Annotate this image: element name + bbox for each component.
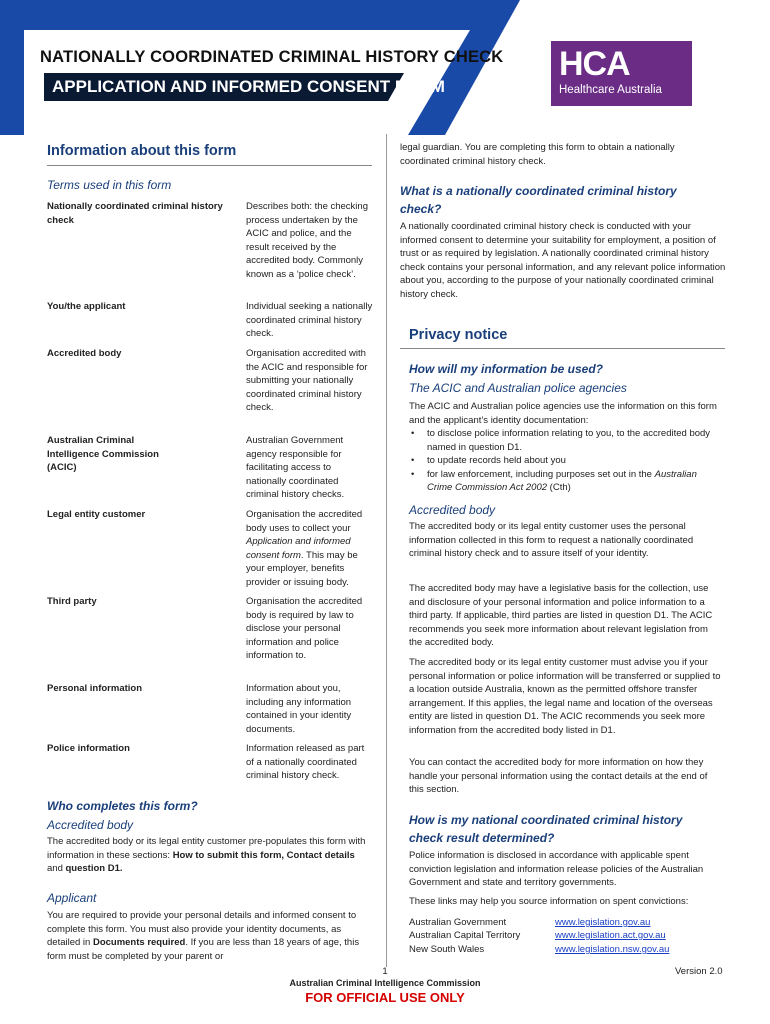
source-row-act [409, 929, 666, 943]
source-link-act[interactable]: www.legislation.act.gov.au [555, 930, 666, 941]
page-number: 1 [382, 966, 388, 977]
desc-legal-entity-italic: Application and informed consent form [246, 536, 351, 561]
desc-third-party: Organisation the accredited body is required by law to disclose your personal information and police information to. [246, 596, 363, 661]
applicant-bold: Documents required [92, 937, 186, 948]
source-link-nsw[interactable]: www.legislation.nsw.gov.au [555, 944, 670, 955]
source-jurisdiction: Australian Government [409, 917, 507, 928]
desc-personal-info: Information about you, including any information contained in your identity documents. [246, 683, 352, 735]
desc-legal-entity-a: Organisation the accredited body uses to collect your [246, 509, 363, 534]
desc-applicant: Individual seeking a nationally coordinated criminal history check. [246, 301, 373, 339]
term-personal-info: Personal information [47, 683, 143, 694]
source-link-cth[interactable]: www.legislation.gov.au [555, 917, 651, 928]
use-bullet-3-italic: Australian Crime Commission Act 2002 [427, 468, 697, 493]
logo-main-text: HCA [559, 45, 630, 83]
right-accredited-p2: The accredited body may have a legislative basis for the collection, use and disclosure of your personal information and police information to a third party. If applicable, third parties are listed in question D1. The ACIC recommends you seek more information about relevant legislation from the accredited body. [409, 583, 713, 648]
applicant-text-a: You are required to provide your personal details and informed consent to complete this form. You must also provide your identity documents, as detailed in [47, 910, 357, 948]
classification-label: FOR OFFICIAL USE ONLY [305, 990, 465, 1005]
use-bullets [409, 427, 719, 495]
terms-heading: Terms used in this form [47, 178, 172, 192]
applicant-heading: Applicant [47, 891, 97, 905]
right-accredited-p1: The accredited body or its legal entity customer uses the personal information collected in this form to request a nationally coordinated criminal history check and to assure itself of your identity. [409, 521, 694, 559]
term-accredited-body: Accredited body [47, 348, 122, 359]
acic-police-text: The ACIC and Australian police agencies use the information on this form and the applicant’s identity documentation: [409, 401, 717, 426]
version-label: Version 2.0 [675, 966, 723, 977]
right-accredited-p4: You can contact the accredited body for more information on how they handle your personal information using the contact details at the end of this section. [409, 757, 708, 795]
applicant-text [47, 909, 372, 963]
term-acic: Australian Criminal Intelligence Commission (ACIC) [47, 435, 159, 473]
left-accredited-text [47, 835, 372, 876]
left-accredited-heading: Accredited body [47, 818, 134, 832]
how-used-heading: How will my information be used? [409, 362, 604, 376]
use-bullet-3-a: for law enforcement, including purposes set out in the [427, 468, 655, 480]
privacy-notice-title: Privacy notice [409, 327, 508, 343]
desc-accredited-body: Organisation accredited with the ACIC and responsible for submitting your nationally coordinated criminal history check. [246, 348, 368, 413]
use-bullet-3-b: (Cth) [547, 482, 571, 493]
left-accredited-text-b: and [47, 863, 66, 874]
term-third-party: Third party [47, 596, 97, 607]
what-is-text: A nationally coordinated criminal history check is conducted with your informed consent to determine your suitability for employment, a position of trust or as required by legislation. A nationally coordinated criminal history check contains your personal information, and any relevant police information about you, according to the purpose of your nationally coordinated criminal history check. [400, 221, 726, 300]
left-accredited-bold1: How to submit this form, Contact details [172, 849, 355, 861]
left-accredited-bold2: question D1. [65, 863, 123, 874]
desc-police-info: Information released as part of a nationally coordinated criminal history check. [246, 743, 365, 781]
footer-org: Australian Criminal Intelligence Commission [289, 978, 481, 988]
right-accredited-p3: The accredited body or its legal entity customer must advise you if your personal information or police information will be transferred or supplied to a location outside Australia, known as the permitted offshore transfer arrangement. If this applies, the legal name and location of the overseas entity are listed in question D1. The ACIC recommends you seek more information from the accredited body listed in D1. [409, 657, 721, 736]
term-legal-entity: Legal entity customer [47, 509, 146, 520]
info-section-title: Information about this form [47, 143, 237, 159]
term-police-info: Police information [47, 743, 130, 754]
source-row-nsw [409, 943, 669, 957]
desc-ncchc: Describes both: the checking process undertaken by the ACIC and police, and the result received by the accredited body. Commonly known as a ‘police check’. [246, 201, 368, 280]
desc-legal-entity-b: . This may be your employer, benefits provider or issuing body. [246, 549, 358, 588]
term-ncchc: Nationally coordinated criminal history check [47, 201, 223, 226]
acic-police-heading: The ACIC and Australian police agencies [409, 381, 627, 395]
use-bullet-3 [427, 468, 719, 495]
what-is-heading: What is a nationally coordinated criminal history check? [400, 184, 677, 216]
result-heading: How is my national coordinated criminal history check result determined? [409, 813, 683, 845]
source-row-cth [409, 916, 650, 930]
desc-legal-entity [246, 508, 373, 589]
privacy-title-rule [400, 348, 725, 349]
logo-sub-text: Healthcare Australia [559, 84, 662, 96]
source-jurisdiction: Australian Capital Territory [409, 930, 521, 941]
left-accredited-text-a: The accredited body or its legal entity customer pre-populates this form with information in these sections: [47, 836, 366, 861]
column-divider [386, 134, 387, 967]
use-bullet-1: • to disclose police information relating to you, to the accredited body named in question D1. [427, 427, 719, 454]
result-p2: These links may help you source information on spent convictions: [409, 896, 689, 907]
source-jurisdiction: New South Wales [409, 944, 485, 955]
who-completes-heading: Who completes this form? [47, 799, 198, 813]
info-title-rule [47, 165, 372, 166]
applicant-text-b: . If you are less than 18 years of age, this form must be completed by your parent or [47, 937, 360, 962]
result-p1: Police information is disclosed in accordance with applicable spent conviction legislation and information release policies of the Australian Government and state and territory governments. [409, 850, 704, 888]
hca-logo [551, 41, 692, 106]
right-accredited-heading: Accredited body [409, 503, 496, 517]
header-title-line1: NATIONALLY COORDINATED CRIMINAL HISTORY CHECK [40, 48, 504, 66]
right-continued-text: legal guardian. You are completing this form to obtain a nationally coordinated criminal history check. [400, 142, 675, 167]
desc-acic: Australian Government agency responsible for facilitating access to nationally coordinated criminal history checks. [246, 435, 345, 500]
header-title-line2: APPLICATION AND INFORMED CONSENT FORM [52, 77, 445, 96]
term-applicant: You/the applicant [47, 301, 126, 312]
use-bullet-2: • to update records held about you [427, 454, 719, 468]
